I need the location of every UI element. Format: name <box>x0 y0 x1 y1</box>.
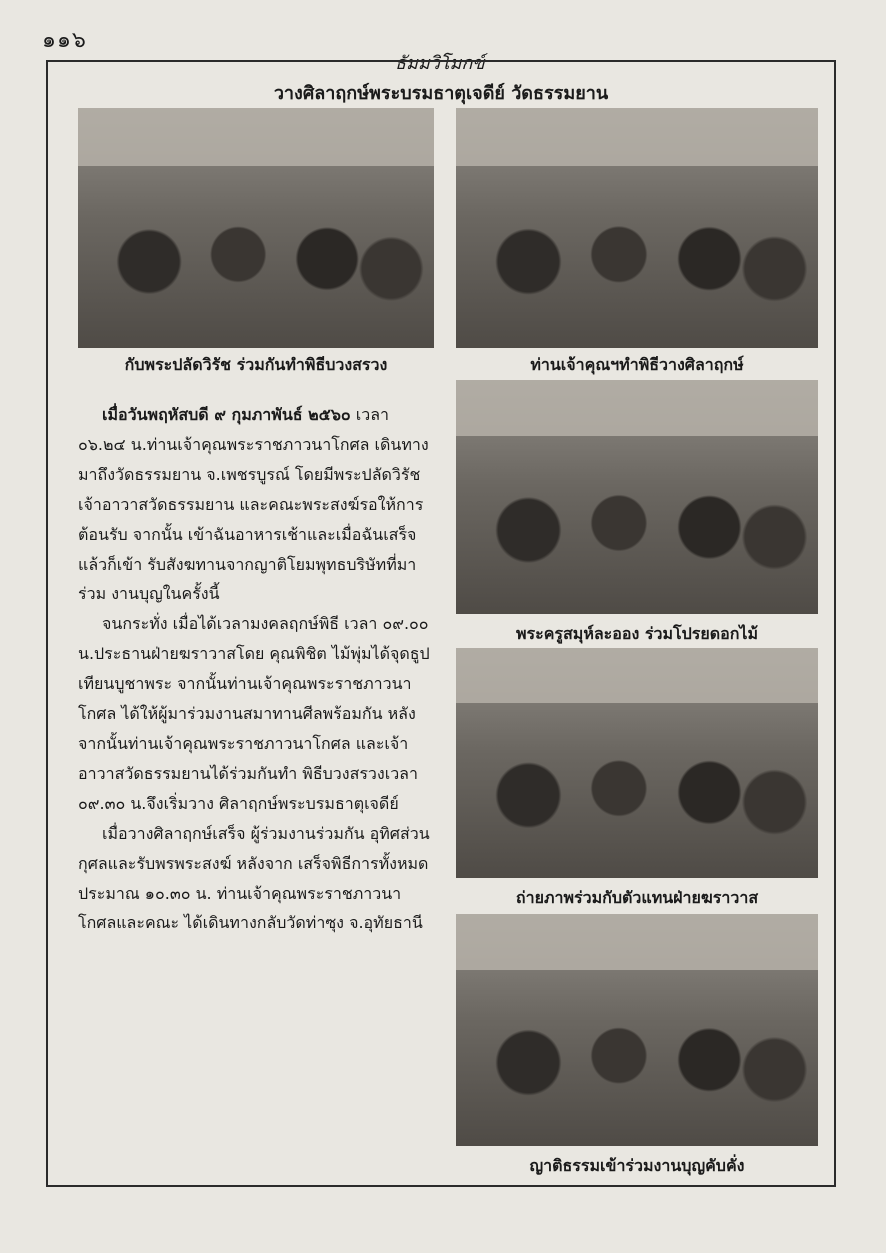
photo-caption: ท่านเจ้าคุณฯทำพิธีวางศิลาฤกษ์ <box>530 355 744 374</box>
photo-caption: ถ่ายภาพร่วมกับตัวแทนฝ่ายฆราวาส <box>515 888 759 907</box>
paragraph <box>78 819 438 939</box>
paragraph-text: เวลา ๐๖.๒๔ น.ท่านเจ้าคุณพระราชภาวนาโกศล เดินทางมาถึงวัดธรรมยาน จ.เพชรบูรณ์ โดยมีพระปลัดวิรัช เจ้าอาวาสวัดธรรมยาน และคณะพระสงฆ์รอให้การต้อนรับ จากนั้น เข้าฉันอาหารเช้าและเมื่อฉันเสร็จแล้วก็เข้า รับสังฆทานจากญาติโยมพุทธบริษัทที่มาร่วม งานบุญในครั้งนี้ <box>78 405 429 604</box>
photo-foundation-stone <box>456 108 818 348</box>
page-number: ๑๑๖ <box>42 28 87 53</box>
photo-crowd-attendees <box>456 914 818 1146</box>
article-title: วางศิลาฤกษ์พระบรมธาตุเจดีย์ วัดธรรมยาน <box>273 83 609 104</box>
paragraph-text: เมื่อวางศิลาฤกษ์เสร็จ ผู้ร่วมงานร่วมกัน อุทิศส่วนกุศลและรับพรพระสงฆ์ หลังจาก เสร็จพิธีการทั้งหมดประมาณ ๑๐.๓๐ น. ท่านเจ้าคุณพระราชภาวนาโกศลและคณะ ได้เดินทางกลับวัดท่าซุง จ.อุทัยธานี <box>78 823 430 933</box>
paragraph <box>78 400 438 609</box>
photo-caption: พระครูสมุห์ละออง ร่วมโปรยดอกไม้ <box>515 624 758 643</box>
article-body <box>78 400 438 938</box>
running-header: ธัมมวิโมกข์ <box>395 53 485 74</box>
paragraph-text: จนกระทั่ง เมื่อได้เวลามงคลฤกษ์พิธี เวลา ๐๙.๐๐ น.ประธานฝ่ายฆราวาสโดย คุณพิชิต ไม้พุ่มได้จุดธูปเทียนบูชาพระ จากนั้นท่านเจ้าคุณพระราชภาวนาโกศล ได้ให้ผู้มาร่วมงานสมาทานศีลพร้อมกัน หลังจากนั้นท่านเจ้าคุณพระราชภาวนาโกศล และเจ้าอาวาสวัดธรรมยานได้ร่วมกันทำ พิธีบวงสรวงเวลา ๐๙.๓๐ น.จึงเริ่มวาง ศิลาฤกษ์พระบรมธาตุเจดีย์ <box>78 614 430 813</box>
photo-group-laypeople <box>456 648 818 878</box>
paragraph-lead: เมื่อวันพฤหัสบดี ๙ กุมภาพันธ์ ๒๕๖๐ <box>102 405 351 424</box>
photo-caption: ญาติธรรมเข้าร่วมงานบุญคับคั่ง <box>529 1156 745 1175</box>
photo-caption: กับพระปลัดวิรัช ร่วมกันทำพิธีบวงสรวง <box>124 355 388 374</box>
article-frame <box>46 60 836 1187</box>
photo-scattering-flowers <box>456 380 818 614</box>
paragraph <box>78 609 438 818</box>
photo-ceremony-offering <box>78 108 434 348</box>
